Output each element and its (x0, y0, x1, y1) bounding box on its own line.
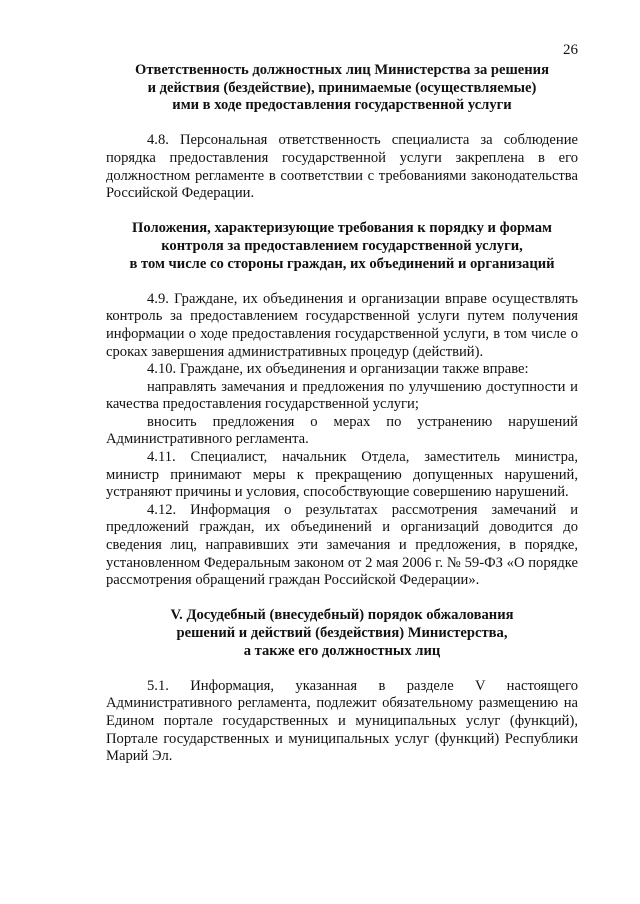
heading-line: Ответственность должностных лиц Министерства за решения (135, 62, 549, 78)
heading-line: а также его должностных лиц (243, 642, 441, 659)
paragraph-4-10-item-1: направлять замечания и предложения по улучшению доступности и качества предоставления государственной услуги; (106, 378, 578, 413)
heading-line: решений и действий (бездействия) Министерства, (176, 625, 508, 641)
section-heading-appeal (106, 607, 578, 660)
paragraph-5-1: 5.1. Информация, указанная в разделе V настоящего Административного регламента, подлежит обязательному размещению на Едином портале государственных и муниципальных услуг (функций), Портале государственных и муниципальных услуг (функций) Республики Марий Эл. (106, 677, 578, 765)
paragraph-4-9: 4.9. Граждане, их объединения и организации вправе осуществлять контроль за предоставлением государственной услуги путем получения информации о ходе предоставления государственной услуги, в том числе о сроках завершения административных процедур (действий). (106, 290, 578, 360)
heading-line: ими в ходе предоставления государственной услуги (172, 97, 512, 114)
paragraph-4-10-item-2: вносить предложения о мерах по устранению нарушений Административного регламента. (106, 413, 578, 448)
heading-line: Положения, характеризующие требования к порядку и формам (132, 220, 552, 237)
section-heading-responsibility (106, 62, 578, 115)
paragraph-4-11: 4.11. Специалист, начальник Отдела, заместитель министра, министр принимают меры к прекращению допущенных нарушений, устраняют причины и условия, способствующие совершению нарушений. (106, 449, 578, 501)
paragraph-4-10: 4.10. Граждане, их объединения и организации также вправе: (147, 361, 529, 378)
paragraph-4-8: 4.8. Персональная ответственность специалиста за соблюдение порядка предоставления государственной услуги закреплена в его должностном регламенте в соответствии с требованиями законодательства Российской Федерации. (106, 132, 578, 202)
heading-line: контроля за предоставлением государственной услуги, (161, 237, 523, 254)
page-number: 26 (563, 42, 578, 58)
paragraph-4-12: 4.12. Информация о результатах рассмотрения замечаний и предложений граждан, их объединений и организаций доводится до сведения лиц, направивших эти замечания и предложения, в порядке, установленном Федеральным законом от 2 мая 2006 г. № 59-ФЗ «О порядке рассмотрения обращений граждан Российской Федерации». (106, 501, 578, 589)
heading-line: и действия (бездействие), принимаемые (осуществляемые) (147, 79, 537, 96)
heading-line: V. Досудебный (внесудебный) порядок обжалования (170, 607, 514, 624)
heading-line: в том числе со стороны граждан, их объединений и организаций (129, 255, 555, 272)
document-body (106, 62, 578, 766)
section-heading-control (106, 220, 578, 273)
